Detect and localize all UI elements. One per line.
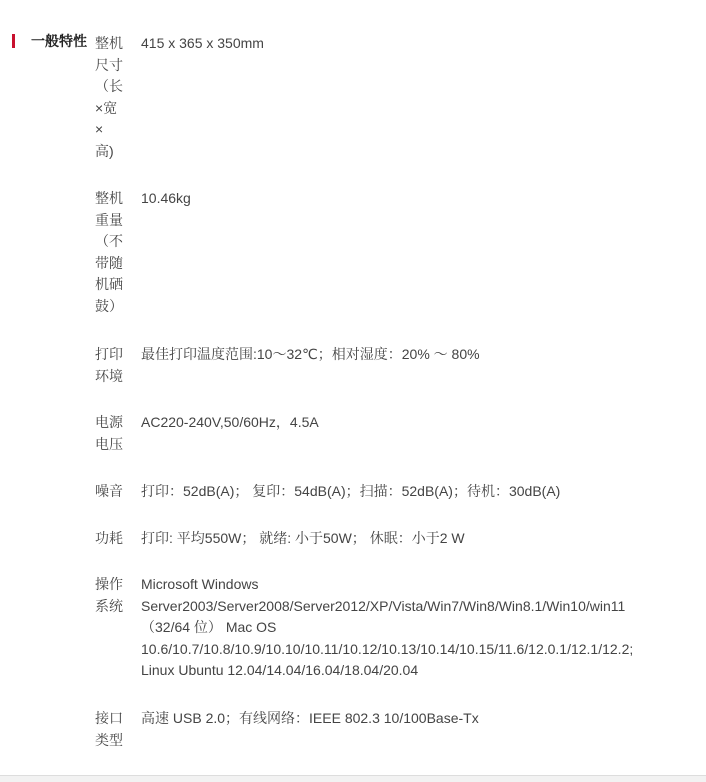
spec-label: 功耗 <box>95 530 123 546</box>
spec-label: 电源 电压 <box>95 414 123 452</box>
spec-value: 10.46kg <box>141 190 191 206</box>
spec-value: 打印：52dB(A)； 复印：54dB(A)；扫描：52dB(A)；待机：30dB(A) <box>141 483 561 499</box>
spec-value: AC220-240V,50/60Hz，4.5A <box>141 414 319 430</box>
spec-value: 最佳打印温度范围:10～32℃；相对湿度：20% ～ 80% <box>141 346 480 362</box>
spec-label: 整机 重量 （不 带随 机硒 鼓） <box>95 190 123 314</box>
spec-value: 415 x 365 x 350mm <box>141 35 264 51</box>
spec-value: 高速 USB 2.0；有线网络：IEEE 802.3 10/100Base-Tx <box>141 710 479 726</box>
spec-label: 噪音 <box>95 483 123 499</box>
spec-label: 整机 尺寸 （长 ×宽 × 高) <box>95 35 123 159</box>
spec-value: Microsoft Windows Server2003/Server2008/Server2012/XP/Vista/Win7/Win8/Win8.1/Win10/win11 （32/64 位） Mac OS 10.6/10.7/10.8/10.9/10.10/10.11/10.12/10.13/10.14/10.15/11.6/12.0.1/12.1/12.2; Linux Ubuntu 12.04/14.04/16.04/18.04/20.04 <box>141 576 634 678</box>
section-accent-bar <box>12 34 15 48</box>
section-title: 一般特性 <box>31 33 87 49</box>
spec-label: 接口 类型 <box>95 710 123 748</box>
spec-label: 打印 环境 <box>95 346 123 384</box>
spec-label: 操作 系统 <box>95 576 123 614</box>
spec-value: 打印: 平均550W； 就绪: 小于50W； 休眠：小于2 W <box>141 530 465 546</box>
